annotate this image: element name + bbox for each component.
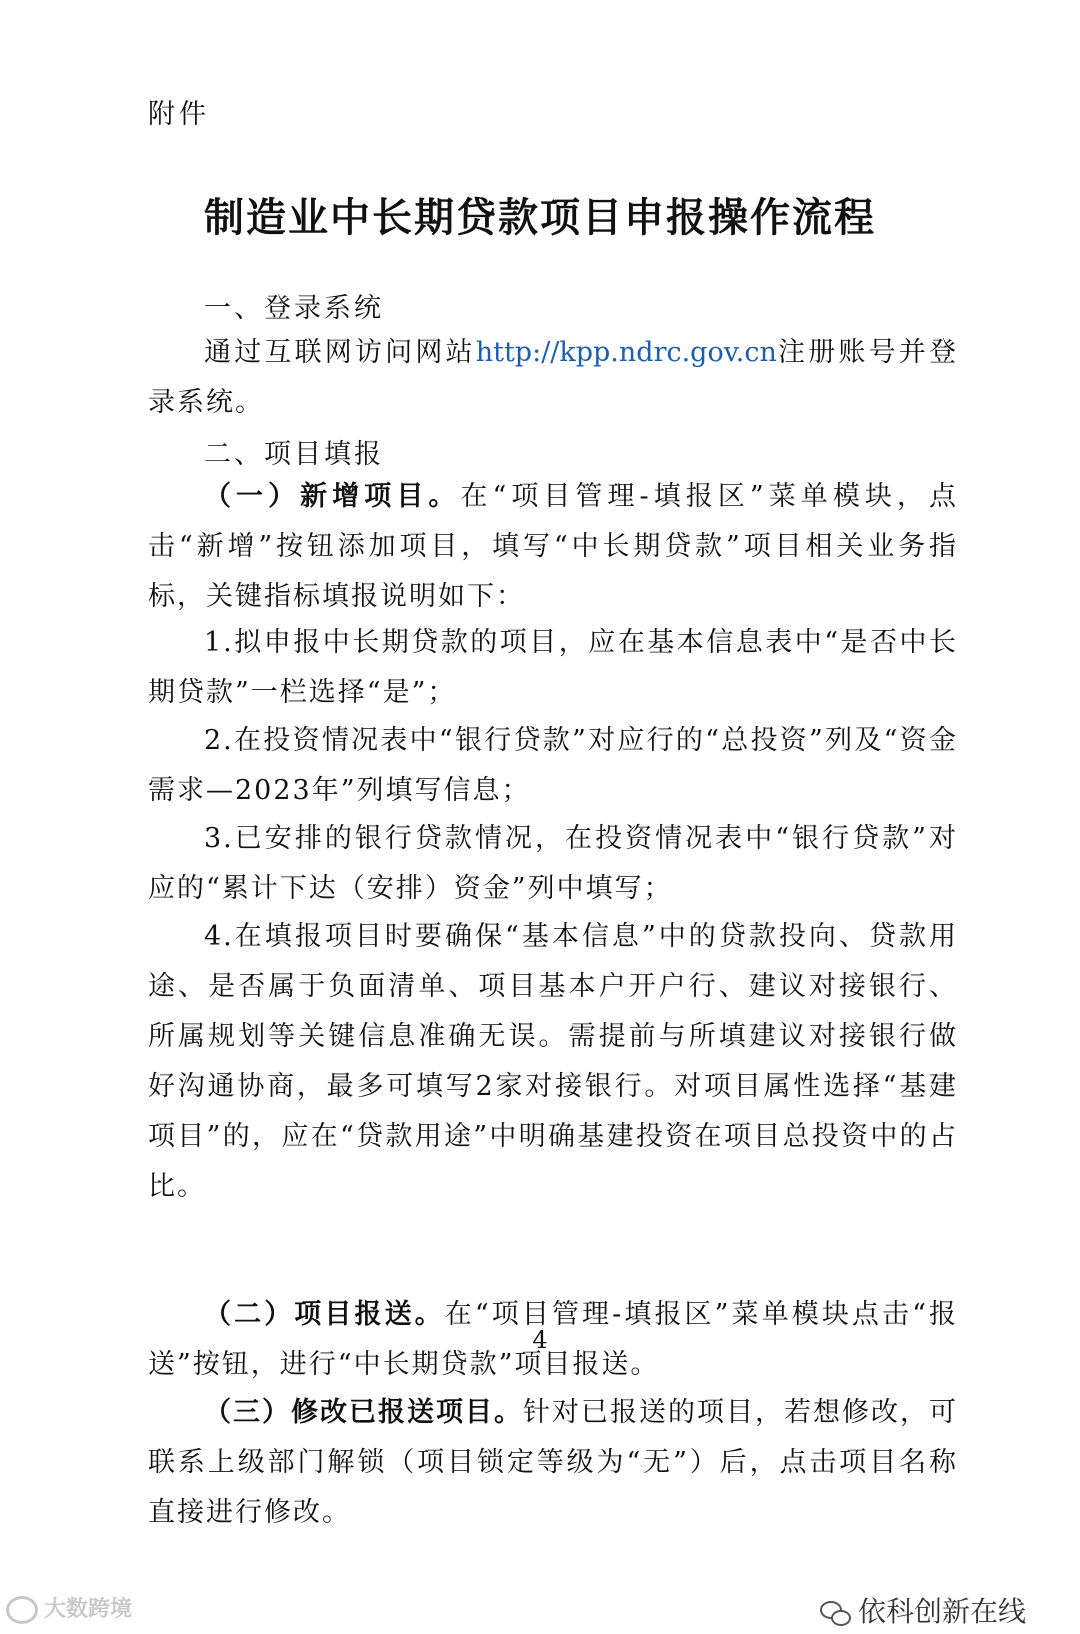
subsection-1-text: 在“项目管理-填报区”菜单模块，点击“新增”按钮添加项目，填写“中长期贷款”项目相关业务指标，关键指标填报说明如下： — [148, 481, 958, 612]
subsection-1-title: （一）新增项目。 — [204, 481, 461, 512]
section-1-heading: 一、登录系统 — [204, 293, 384, 324]
wechat-icon — [820, 1601, 850, 1625]
section-1-text-after: 注册账号并登录系统。 — [148, 337, 959, 418]
subsection-2-paragraph — [148, 1290, 958, 1390]
list-item-3: 3.已安排的银行贷款情况，在投资情况表中“银行贷款”对应的“累计下达（安排）资金”列中填写； — [148, 823, 958, 904]
watermark-right-text: 依科创新在线 — [858, 1595, 1027, 1628]
subsection-3-text: 针对已报送的项目，若想修改，可联系上级部门解锁（项目锁定等级为“无”）后，点击项目名称直接进行修改。 — [148, 1397, 958, 1528]
watermark-right — [820, 1590, 1026, 1630]
subsection-2-title: （二）项目报送。 — [204, 1299, 445, 1330]
watermark-left-text: 大数跨境 — [44, 1597, 133, 1622]
list-item-4: 4.在填报项目时要确保“基本信息”中的贷款投向、贷款用途、是否属于负面清单、项目基本户开户行、建议对接银行、所属规划等关键信息准确无误。需提前与所填建议对接银行做好沟通协商，最多可填写2家对接银行。对项目属性选择“基建项目”的，应在“贷款用途”中明确基建投资在项目总投资中的占比。 — [148, 921, 958, 1202]
attachment-label: 附件 — [148, 99, 210, 130]
subsection-2-text: 在“项目管理-填报区”菜单模块点击“报送”按钮，进行“中长期贷款”项目报送。 — [148, 1299, 958, 1380]
watermark-left — [6, 1592, 132, 1624]
subsection-3-paragraph — [148, 1388, 958, 1538]
page-number: 4 — [532, 1326, 548, 1354]
subsection-3-title: （三）修改已报送项目。 — [204, 1397, 523, 1428]
section-1-paragraph — [148, 328, 958, 428]
website-url[interactable]: http://kpp.ndrc.gov.cn — [475, 337, 777, 368]
list-item-2: 2.在投资情况表中“银行贷款”对应行的“总投资”列及“资金需求—2023年”列填写信息； — [148, 725, 958, 806]
section-1-text-before: 通过互联网访问网站 — [204, 337, 476, 368]
list-item-1: 1.拟申报中长期贷款的项目，应在基本信息表中“是否中长期贷款”一栏选择“是”； — [148, 627, 958, 708]
subsection-1-paragraph — [148, 472, 958, 622]
section-2-heading: 二、项目填报 — [204, 439, 384, 470]
brand-logo-icon — [6, 1596, 38, 1624]
document-title: 制造业中长期贷款项目申报操作流程 — [204, 195, 876, 241]
